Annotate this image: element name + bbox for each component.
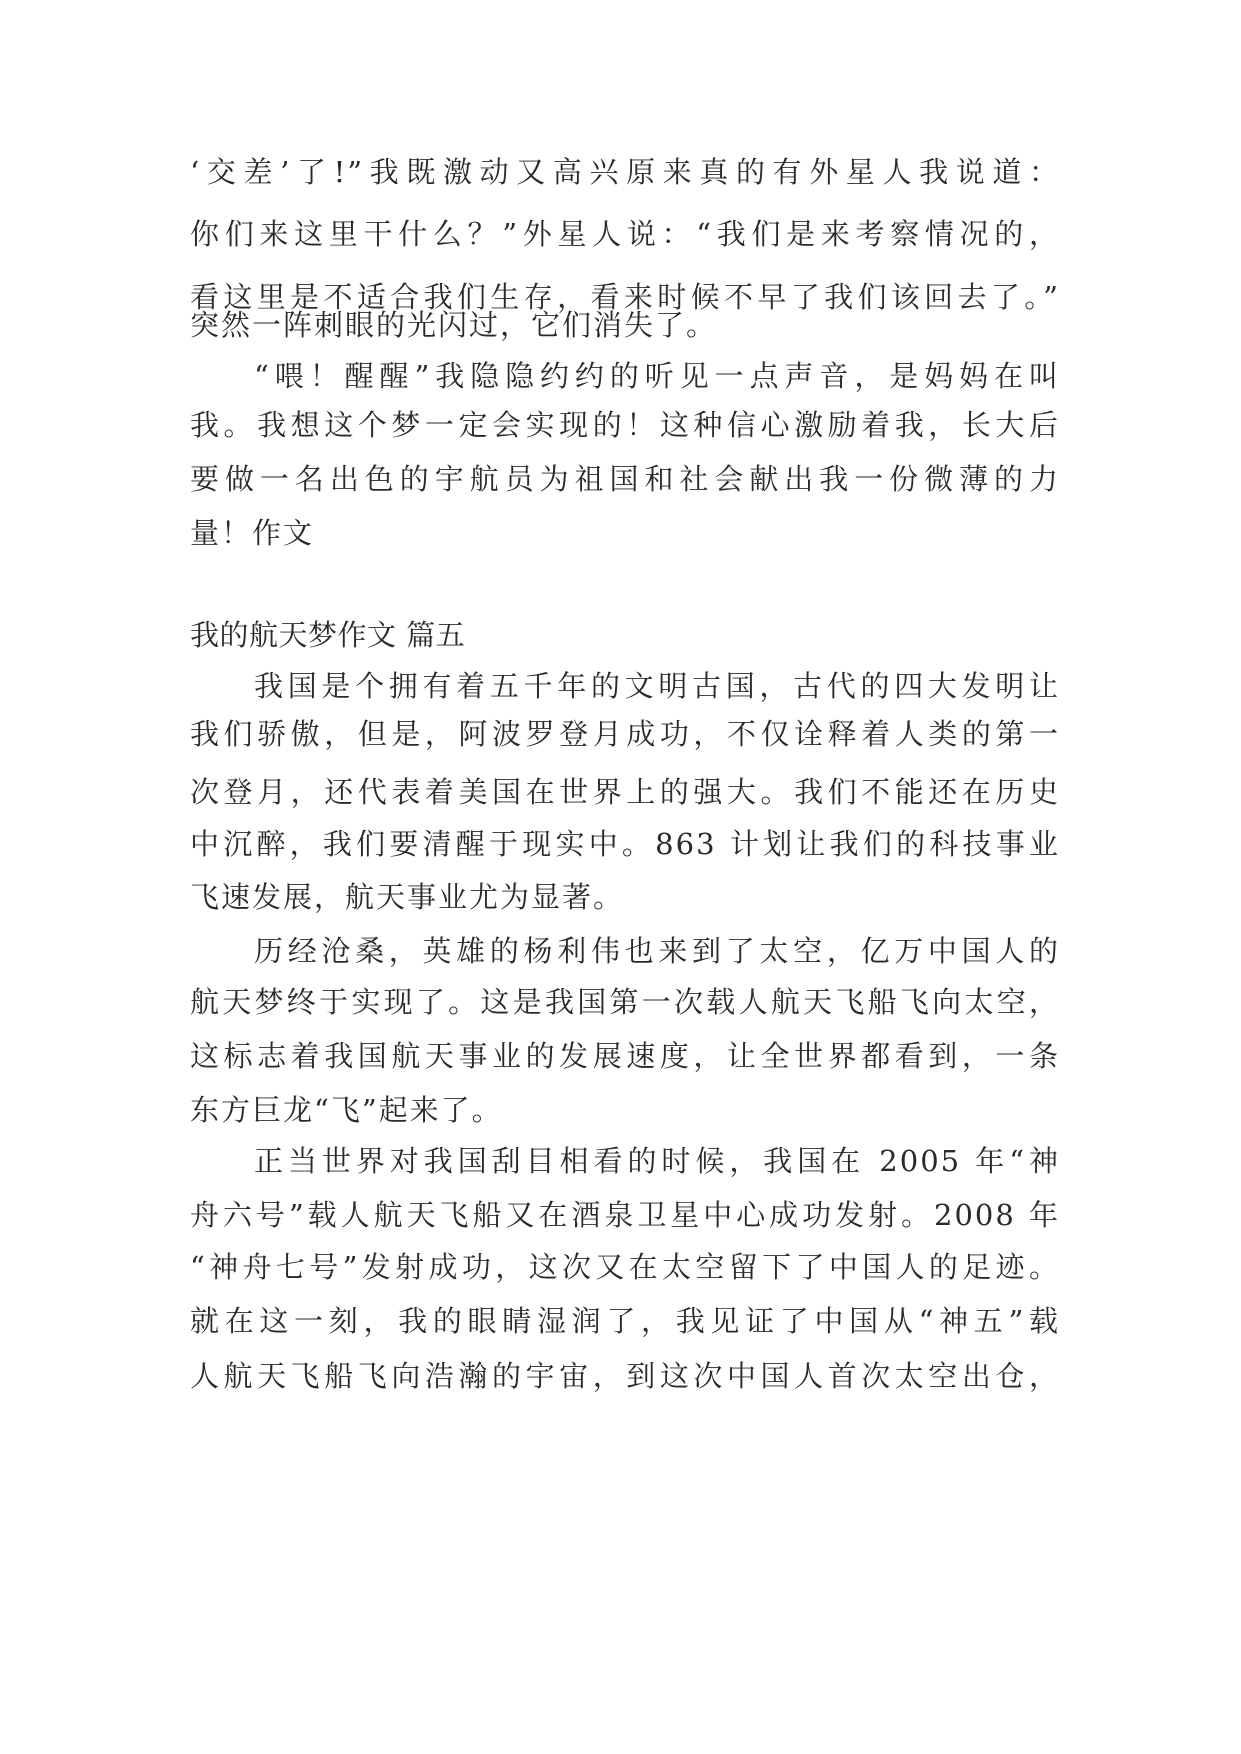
paragraph-line: 要做一名出色的宇航员为祖国和社会献出我一份微薄的力 [190,462,1060,496]
paragraph-line: 中沉醉，我们要清醒于现实中。863 计划让我们的科技事业 [190,827,1060,861]
paragraph-line: 次登月，还代表着美国在世界上的强大。我们不能还在历史 [190,775,1060,809]
paragraph-line: 航天梦终于实现了。这是我国第一次载人航天飞船飞向太空， [190,985,1060,1019]
paragraph-line: 看这里是不适合我们生存，看来时候不早了我们该回去了。” [190,280,1060,314]
paragraph-line: 量！作文 [190,516,315,550]
section-heading: 我的航天梦作文 篇五 [190,618,466,652]
paragraph-line: ‘交差’了!”我既激动又高兴原来真的有外星人我说道： [190,155,1060,189]
paragraph-line: 你们来这里干什么？”外星人说：“我们是来考察情况的， [190,217,1060,251]
paragraph-line: 就在这一刻，我的眼睛湿润了，我见证了中国从“神五”载 [190,1304,1060,1338]
paragraph-line: 突然一阵刺眼的光闪过，它们消失了。 [190,308,718,342]
paragraph-line: 舟六号”载人航天飞船又在酒泉卫星中心成功发射。2008 年 [190,1198,1060,1232]
paragraph-line: 我国是个拥有着五千年的文明古国，古代的四大发明让 [254,669,1060,703]
paragraph-line: “喂！醒醒”我隐隐约约的听见一点声音，是妈妈在叫 [254,359,1060,393]
paragraph-line: 东方巨龙“飞”起来了。 [190,1093,503,1127]
paragraph-line: 我。我想这个梦一定会实现的！这种信心激励着我，长大后 [190,408,1060,442]
paragraph-line: 历经沧桑，英雄的杨利伟也来到了太空，亿万中国人的 [254,934,1060,968]
paragraph-line: “神舟七号”发射成功，这次又在太空留下了中国人的足迹。 [190,1250,1060,1284]
paragraph-line: 我们骄傲，但是，阿波罗登月成功，不仅诠释着人类的第一 [190,717,1060,751]
paragraph-line: 正当世界对我国刮目相看的时候，我国在 2005 年“神 [254,1144,1060,1178]
paragraph-line: 这标志着我国航天事业的发展速度，让全世界都看到，一条 [190,1039,1060,1073]
paragraph-line: 人航天飞船飞向浩瀚的宇宙，到这次中国人首次太空出仓， [190,1359,1060,1393]
paragraph-line: 飞速发展，航天事业尤为显著。 [190,880,625,914]
